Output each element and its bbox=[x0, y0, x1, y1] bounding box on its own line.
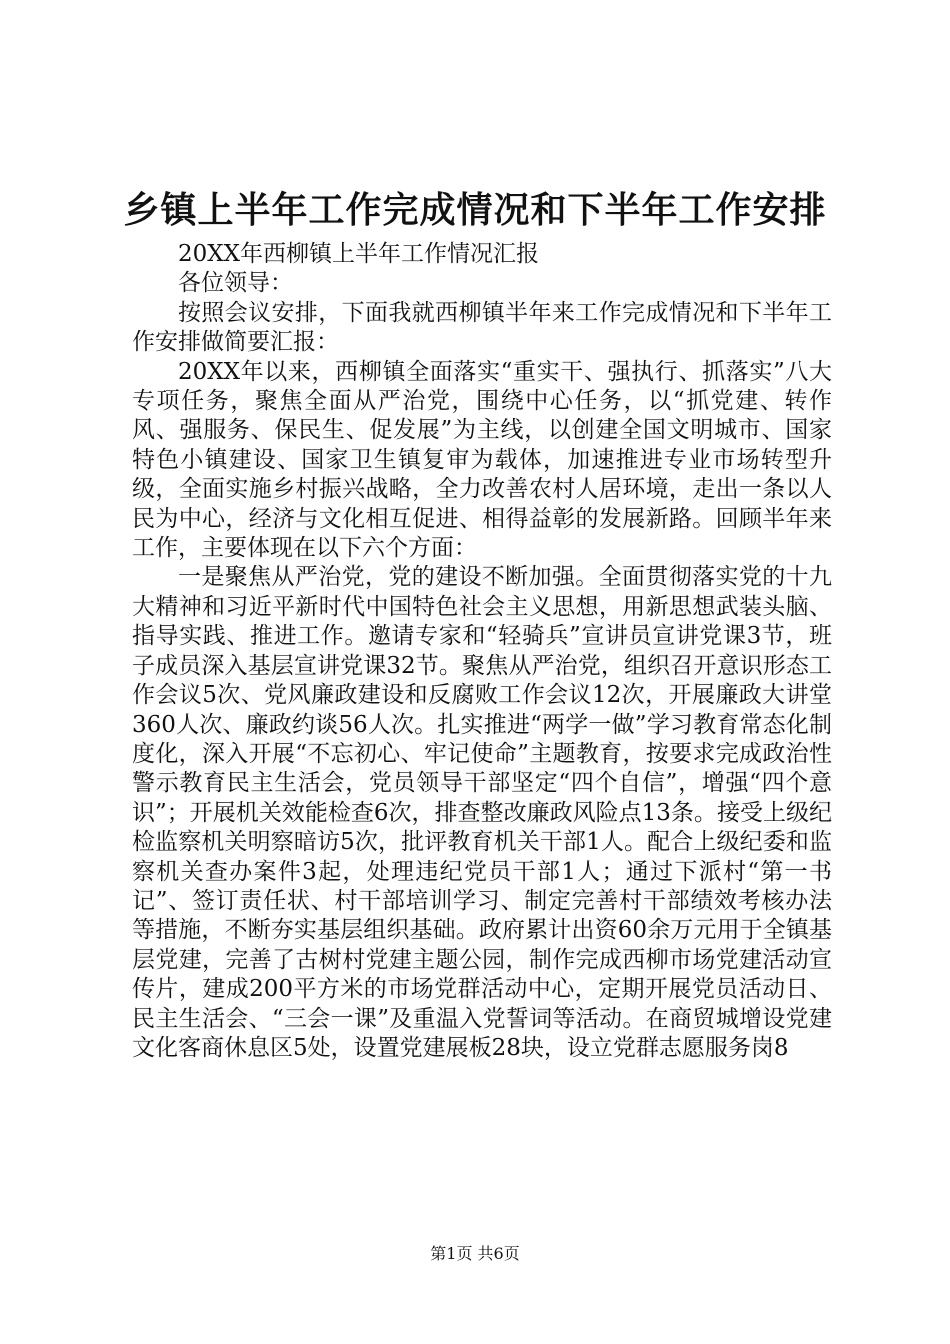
page-footer: 第1页 共6页 bbox=[430, 1244, 520, 1263]
document-body bbox=[132, 240, 832, 1063]
paragraph-overview: 20XX年以来，西柳镇全面落实“重实干、强执行、抓落实”八大专项任务，聚焦全面从严治党，围绕中心任务，以“抓党建、转作风、强服务、保民生、促发展”为主线，以创建全国文明城市、国家特色小镇建设、国家卫生镇复审为载体，加速推进专业市场转型升级，全面实施乡村振兴战略，全力改善农村人居环境，走出一条以人民为中心，经济与文化相互促进、相得益彰的发展新路。回顾半年来工作，主要体现在以下六个方面： bbox=[132, 358, 832, 562]
salutation: 各位领导： bbox=[178, 270, 293, 297]
paragraph-party-building: 一是聚焦从严治党，党的建设不断加强。全面贯彻落实党的十九大精神和习近平新时代中国特色社会主义思想，用新思想武装头脑、指导实践、推进工作。邀请专家和“轻骑兵”宣讲员宣讲党课3节，班子成员深入基层宣讲党课32节。聚焦从严治党，组织召开意识形态工作会议5次、党风廉政建设和反腐败工作会议12次，开展廉政大讲堂360人次、廉政约谈56人次。扎实推进“两学一做”学习教育常态化制度化，深入开展“不忘初心、牢记使命”主题教育，按要求完成政治性警示教育民主生活会，党员领导干部坚定“四个自信”，增强“四个意识”；开展机关效能检查6次，排查整改廉政风险点13条。接受上级纪检监察机关明察暗访5次，批评教育机关干部1人。配合上级纪委和监察机关查办案件3起，处理违纪党员干部1人；通过下派村“第一书记”、签订责任状、村干部培训学习、制定完善村干部绩效考核办法等措施，不断夯实基层组织基础。政府累计出资60余万元用于全镇基层党建，完善了古树村党建主题公园，制作完成西柳市场党建活动宣传片，建成200平方米的市场党群活动中心，定期开展党员活动日、民主生活会、“三会一课”及重温入党誓词等活动。在商贸城增设党建文化客商休息区5处，设置党建展板28块，设立党群志愿服务岗8 bbox=[132, 564, 832, 1061]
report-subtitle: 20XX年西柳镇上半年工作情况汇报 bbox=[178, 241, 540, 267]
paragraph-intro: 按照会议安排，下面我就西柳镇半年来工作完成情况和下半年工作安排做简要汇报： bbox=[132, 299, 832, 356]
document-title: 乡镇上半年工作完成情况和下半年工作安排 bbox=[123, 189, 827, 231]
